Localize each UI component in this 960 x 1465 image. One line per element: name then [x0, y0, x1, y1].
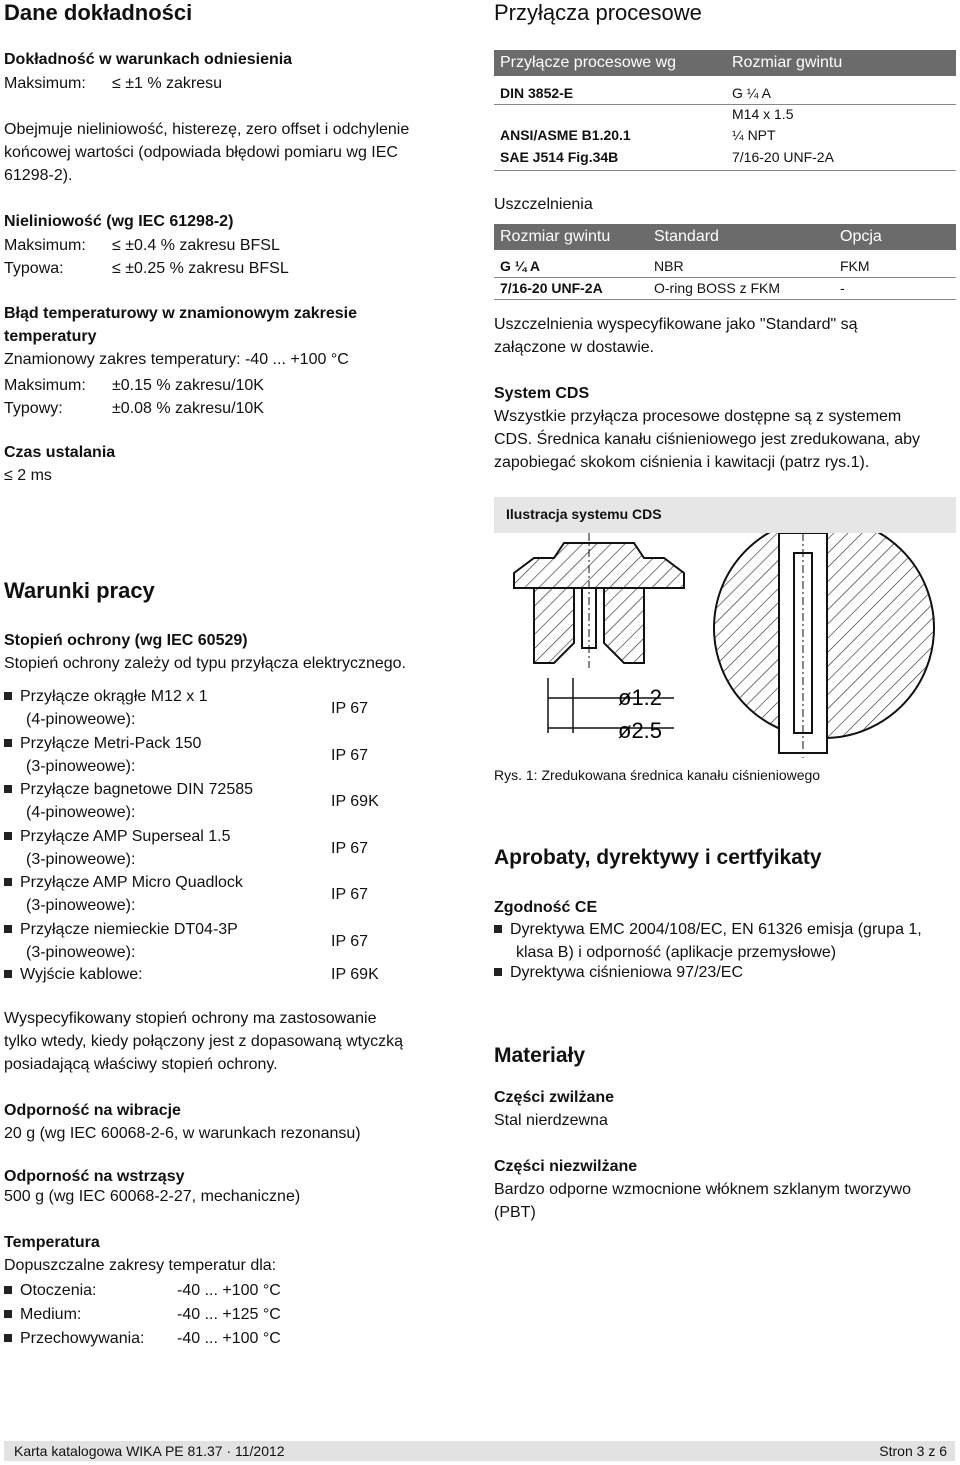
- ip-spec-line2: tylko wtedy, kiedy połączony jest z dopasowaną wtyczką: [4, 1033, 404, 1050]
- process-table-bottom-rule: [494, 170, 956, 171]
- temperature-label: Otoczenia:: [20, 1282, 97, 1299]
- bullet-square-icon: [4, 832, 12, 840]
- ip-item: [4, 873, 243, 892]
- ip-item-connector: Przyłącze bagnetowe DIN 72585: [20, 781, 254, 798]
- ip-item: [4, 827, 230, 846]
- temp-error-typ-value: ±0.08 % zakresu/10K: [112, 400, 264, 417]
- seal-table-header: [494, 224, 956, 250]
- seal-note-line1: Uszczelnienia wyspecyfikowane jako "Standard" są: [494, 316, 858, 333]
- channel-detail-drawing: [714, 533, 934, 758]
- process-row-thread: G ¼ A: [732, 85, 771, 101]
- ip-item-connector: Przyłącze niemieckie DT04-3P: [20, 920, 238, 938]
- nonlin-max-value: ≤ ±0.4 % zakresu BFSL: [112, 237, 280, 254]
- figure-title: Ilustracja systemu CDS: [506, 506, 662, 522]
- ip-item: [4, 920, 238, 939]
- bullet-square-icon: [4, 1310, 12, 1318]
- figure-title-bar: [494, 497, 956, 533]
- seal-row-standard: NBR: [654, 258, 684, 274]
- cds-text-line2: CDS. Średnica kanału ciśnieniowego jest zredukowana, aby: [494, 431, 921, 448]
- bullet-square-icon: [4, 925, 12, 933]
- ip-spec-line3: posiadającą właściwy stopień ochrony.: [4, 1056, 278, 1073]
- ip-item-rating: IP 67: [331, 886, 369, 903]
- ip-item-connector: Przyłącze AMP Micro Quadlock: [20, 874, 243, 891]
- seals-title: Uszczelnienia: [494, 196, 593, 213]
- ip-item-rating: IP 67: [331, 700, 369, 717]
- ref-note-line3: 61298-2).: [4, 167, 73, 184]
- nonlin-max-label: Maksimum:: [4, 237, 86, 254]
- bullet-square-icon: [494, 925, 502, 933]
- seal-note-line2: załączone w dostawie.: [494, 339, 655, 356]
- bullet-square-icon: [4, 739, 12, 747]
- seal-row-divider: [494, 277, 956, 278]
- seal-col-option: Opcja: [840, 228, 882, 245]
- ip-item-rating: IP 67: [331, 839, 369, 857]
- temperature-label: Medium:: [20, 1306, 82, 1323]
- bullet-square-icon: [4, 878, 12, 886]
- non-wetted-parts-value-line2: (PBT): [494, 1204, 536, 1221]
- temp-error-typ-label: Typowy:: [4, 400, 63, 417]
- process-connections-title: Przyłącza procesowe: [494, 0, 702, 25]
- cds-text-line1: Wszystkie przyłącza procesowe dostępne są z systemem: [494, 408, 902, 425]
- ip-item-rating: IP 67: [331, 746, 369, 764]
- temperature-range: -40 ... +100 °C: [177, 1282, 281, 1299]
- figure-caption: Rys. 1: Zredukowana średnica kanału ciśnieniowego: [494, 767, 821, 783]
- process-row-thread: M14 x 1.5: [732, 106, 794, 122]
- ce-title: Zgodność CE: [494, 899, 598, 916]
- ip-item-rating: IP 69K: [331, 793, 379, 810]
- ip-item-pins: (4-pinoweowe):: [26, 711, 136, 728]
- ce-item-1: [494, 920, 922, 939]
- ref-conditions-title: Dokładność w warunkach odniesienia: [4, 51, 293, 68]
- temperature-item: [4, 1329, 145, 1348]
- temp-error-title-line2: temperatury: [4, 328, 97, 345]
- operating-conditions-title: Warunki pracy: [4, 578, 155, 603]
- ip-spec-line1: Wyspecyfikowany stopień ochrony ma zastosowanie: [4, 1010, 377, 1027]
- ip-cable-label: Wyjście kablowe:: [20, 966, 143, 983]
- seal-row-thread: G ¼ A: [500, 258, 540, 274]
- ref-max-label: Maksimum:: [4, 75, 86, 92]
- nonlin-typ-value: ≤ ±0.25 % zakresu BFSL: [112, 260, 289, 277]
- fitting-drawing: [514, 533, 684, 668]
- temp-error-max-label: Maksimum:: [4, 377, 86, 394]
- ref-max-value: ≤ ±1 % zakresu: [112, 75, 223, 92]
- ip-item-pins: (3-pinoweowe):: [26, 850, 136, 868]
- ip-item-pins: (3-pinoweowe):: [26, 943, 136, 961]
- nonlinearity-title: Nieliniowość (wg IEC 61298-2): [4, 213, 234, 230]
- temperature-label: Przechowywania:: [20, 1330, 145, 1347]
- wetted-parts-value: Stal nierdzewna: [494, 1112, 608, 1129]
- ip-item: [4, 734, 201, 753]
- ce-item-2: [494, 963, 743, 982]
- ce-item-1-text-b: klasa B) i odporność (aplikacje przemysłowe): [516, 944, 837, 961]
- temperature-title: Temperatura: [4, 1234, 100, 1251]
- ip-item-pins: (4-pinoweowe):: [26, 804, 136, 821]
- process-row-standard: DIN 3852-E: [500, 85, 574, 101]
- process-col-thread: Rozmiar gwintu: [732, 54, 843, 71]
- cds-text-line3: zapobiegać skokom ciśnienia i kawitacji (patrz rys.1).: [494, 454, 870, 471]
- bullet-square-icon: [494, 968, 502, 976]
- bullet-square-icon: [4, 1286, 12, 1294]
- seal-row-standard: O-ring BOSS z FKM: [654, 280, 781, 296]
- settling-time-title: Czas ustalania: [4, 444, 116, 461]
- footer-document-id: Karta katalogowa WIKA PE 81.37 · 11/2012: [14, 1443, 285, 1459]
- process-row-standard: ANSI/ASME B1.20.1: [500, 127, 631, 143]
- wetted-parts-title: Części zwilżane: [494, 1089, 615, 1106]
- ip-item-connector: Przyłącze AMP Superseal 1.5: [20, 827, 231, 845]
- temp-error-title-line1: Błąd temperaturowy w znamionowym zakresie: [4, 305, 357, 322]
- ip-item: [4, 780, 253, 799]
- accuracy-section-title: Dane dokładności: [4, 0, 193, 25]
- ip-item-connector: Przyłącze Metri-Pack 150: [20, 734, 202, 752]
- process-col-standard: Przyłącze procesowe wg: [500, 54, 677, 71]
- ip-item-connector: Przyłącze okrągłe M12 x 1: [20, 688, 208, 705]
- footer-page-number: Stron 3 z 6: [879, 1443, 947, 1459]
- temp-error-range: Znamionowy zakres temperatury: -40 ... +100 °C: [4, 351, 349, 368]
- bullet-square-icon: [4, 1334, 12, 1342]
- seal-row-thread: 7/16-20 UNF-2A: [500, 280, 603, 296]
- bullet-square-icon: [4, 970, 12, 978]
- cds-illustration: [494, 533, 956, 763]
- ip-item-pins: (3-pinoweowe):: [26, 897, 136, 914]
- approvals-title: Aprobaty, dyrektywy i certfyikaty: [494, 846, 822, 869]
- ip-cable-value: IP 69K: [331, 966, 379, 983]
- shock-title: Odporność na wstrząsy: [4, 1168, 185, 1185]
- vibration-value: 20 g (wg IEC 60068-2-6, w warunkach rezonansu): [4, 1125, 361, 1142]
- process-row-thread: 7/16-20 UNF-2A: [732, 149, 834, 165]
- shock-value: 500 g (wg IEC 60068-2-27, mechaniczne): [4, 1188, 301, 1205]
- ref-note-line1: Obejmuje nieliniowość, histerezę, zero offset i odchylenie: [4, 121, 410, 138]
- process-table-header: [494, 50, 956, 76]
- ip-item-rating: IP 67: [331, 932, 369, 950]
- ip-rating-note: Stopień ochrony zależy od typu przyłącza elektrycznego.: [4, 655, 406, 672]
- bullet-square-icon: [4, 692, 12, 700]
- ce-item-2-text: Dyrektywa ciśnieniowa 97/23/EC: [510, 964, 743, 981]
- non-wetted-parts-title: Części niezwilżane: [494, 1158, 638, 1175]
- nonlin-typ-label: Typowa:: [4, 260, 64, 277]
- ip-rating-title: Stopień ochrony (wg IEC 60529): [4, 632, 248, 649]
- process-row-thread: ¼ NPT: [732, 127, 776, 143]
- ce-item-1-text-a: Dyrektywa EMC 2004/108/EC, EN 61326 emisja (grupa 1,: [510, 921, 922, 938]
- materials-title: Materiały: [494, 1044, 586, 1067]
- process-row-divider: [494, 104, 956, 105]
- temperature-item: [4, 1305, 81, 1324]
- cds-title: System CDS: [494, 385, 590, 402]
- dimension-label-1: ø1.2: [618, 685, 663, 710]
- temperature-range: -40 ... +100 °C: [177, 1330, 281, 1347]
- temp-error-max-value: ±0.15 % zakresu/10K: [112, 377, 264, 394]
- seal-row-option: FKM: [840, 258, 870, 274]
- process-row-standard: SAE J514 Fig.34B: [500, 149, 619, 165]
- temperature-item: [4, 1281, 96, 1300]
- ip-item-pins: (3-pinoweowe):: [26, 757, 136, 775]
- seal-row-option: -: [840, 280, 845, 296]
- ref-note-line2: końcowej wartości (odpowiada błędowi pomiaru wg IEC: [4, 144, 398, 161]
- page-footer: [4, 1441, 955, 1461]
- temperature-subtitle: Dopuszczalne zakresy temperatur dla:: [4, 1257, 277, 1274]
- bullet-square-icon: [4, 785, 12, 793]
- seal-table-bottom-rule: [494, 299, 956, 300]
- seal-col-standard: Standard: [654, 228, 719, 245]
- vibration-title: Odporność na wibracje: [4, 1102, 181, 1119]
- settling-time-value: ≤ 2 ms: [4, 467, 52, 484]
- non-wetted-parts-value-line1: Bardzo odporne wzmocnione włóknem szklanym tworzywo: [494, 1181, 912, 1198]
- ip-item: [4, 687, 208, 706]
- ip-cable-item: [4, 965, 143, 984]
- seal-col-thread: Rozmiar gwintu: [500, 228, 611, 245]
- dimension-label-2: ø2.5: [618, 718, 663, 743]
- temperature-range: -40 ... +125 °C: [177, 1306, 281, 1323]
